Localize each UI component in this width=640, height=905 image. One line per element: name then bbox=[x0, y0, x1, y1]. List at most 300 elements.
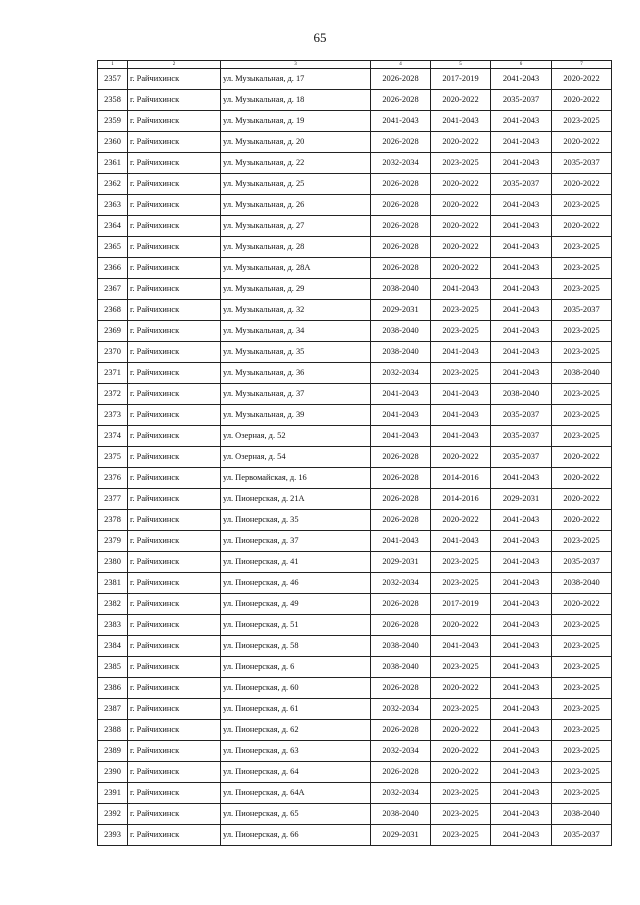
address-cell: ул. Пионерская, д. 35 bbox=[221, 510, 371, 531]
address-cell: ул. Пионерская, д. 46 bbox=[221, 573, 371, 594]
period-cell: 2020-2022 bbox=[431, 174, 491, 195]
period-cell: 2041-2043 bbox=[491, 300, 552, 321]
period-cell: 2017-2019 bbox=[431, 69, 491, 90]
row-number: 2369 bbox=[98, 321, 128, 342]
period-cell: 2041-2043 bbox=[371, 111, 431, 132]
table-row bbox=[98, 657, 612, 678]
row-number: 2359 bbox=[98, 111, 128, 132]
period-cell: 2020-2022 bbox=[431, 720, 491, 741]
city-cell: г. Райчихинск bbox=[128, 321, 221, 342]
period-cell: 2014-2016 bbox=[431, 489, 491, 510]
table-row bbox=[98, 321, 612, 342]
table-row bbox=[98, 552, 612, 573]
row-number: 2362 bbox=[98, 174, 128, 195]
period-cell: 2023-2025 bbox=[431, 657, 491, 678]
period-cell: 2017-2019 bbox=[431, 594, 491, 615]
period-cell: 2041-2043 bbox=[431, 342, 491, 363]
period-cell: 2041-2043 bbox=[491, 657, 552, 678]
city-cell: г. Райчихинск bbox=[128, 69, 221, 90]
period-cell: 2041-2043 bbox=[431, 405, 491, 426]
period-cell: 2041-2043 bbox=[491, 531, 552, 552]
address-cell: ул. Первомайская, д. 16 bbox=[221, 468, 371, 489]
row-number: 2375 bbox=[98, 447, 128, 468]
period-cell: 2023-2025 bbox=[552, 384, 612, 405]
city-cell: г. Райчихинск bbox=[128, 615, 221, 636]
period-cell: 2041-2043 bbox=[431, 531, 491, 552]
row-number: 2374 bbox=[98, 426, 128, 447]
period-cell: 2032-2034 bbox=[371, 741, 431, 762]
table-row bbox=[98, 69, 612, 90]
period-cell: 2023-2025 bbox=[552, 783, 612, 804]
address-cell: ул. Пионерская, д. 64А bbox=[221, 783, 371, 804]
city-cell: г. Райчихинск bbox=[128, 90, 221, 111]
period-cell: 2023-2025 bbox=[552, 111, 612, 132]
period-cell: 2020-2022 bbox=[431, 678, 491, 699]
table-body bbox=[98, 61, 612, 846]
period-cell: 2026-2028 bbox=[371, 615, 431, 636]
address-cell: ул. Музыкальная, д. 28А bbox=[221, 258, 371, 279]
period-cell: 2041-2043 bbox=[491, 468, 552, 489]
table-row bbox=[98, 237, 612, 258]
period-cell: 2041-2043 bbox=[491, 762, 552, 783]
row-number: 2360 bbox=[98, 132, 128, 153]
table-row bbox=[98, 594, 612, 615]
period-cell: 2023-2025 bbox=[552, 678, 612, 699]
row-number: 2381 bbox=[98, 573, 128, 594]
period-cell: 2020-2022 bbox=[552, 174, 612, 195]
table-row bbox=[98, 279, 612, 300]
period-cell: 2038-2040 bbox=[371, 804, 431, 825]
address-cell: ул. Озерная, д. 52 bbox=[221, 426, 371, 447]
city-cell: г. Райчихинск bbox=[128, 804, 221, 825]
period-cell: 2020-2022 bbox=[552, 594, 612, 615]
row-number: 2378 bbox=[98, 510, 128, 531]
period-cell: 2041-2043 bbox=[491, 510, 552, 531]
address-cell: ул. Пионерская, д. 65 bbox=[221, 804, 371, 825]
period-cell: 2023-2025 bbox=[552, 279, 612, 300]
table-row bbox=[98, 363, 612, 384]
city-cell: г. Райчихинск bbox=[128, 216, 221, 237]
address-cell: ул. Пионерская, д. 64 bbox=[221, 762, 371, 783]
period-cell: 2041-2043 bbox=[431, 384, 491, 405]
period-cell: 2041-2043 bbox=[491, 615, 552, 636]
period-cell: 2023-2025 bbox=[431, 573, 491, 594]
column-number: 7 bbox=[552, 61, 612, 69]
period-cell: 2020-2022 bbox=[431, 132, 491, 153]
period-cell: 2035-2037 bbox=[552, 153, 612, 174]
row-number: 2366 bbox=[98, 258, 128, 279]
period-cell: 2041-2043 bbox=[491, 363, 552, 384]
period-cell: 2038-2040 bbox=[552, 804, 612, 825]
period-cell: 2029-2031 bbox=[371, 300, 431, 321]
row-number: 2389 bbox=[98, 741, 128, 762]
period-cell: 2041-2043 bbox=[491, 111, 552, 132]
period-cell: 2032-2034 bbox=[371, 363, 431, 384]
address-cell: ул. Музыкальная, д. 27 bbox=[221, 216, 371, 237]
period-cell: 2035-2037 bbox=[491, 405, 552, 426]
period-cell: 2038-2040 bbox=[371, 657, 431, 678]
period-cell: 2041-2043 bbox=[371, 426, 431, 447]
period-cell: 2041-2043 bbox=[431, 426, 491, 447]
period-cell: 2023-2025 bbox=[552, 699, 612, 720]
period-cell: 2023-2025 bbox=[552, 258, 612, 279]
period-cell: 2020-2022 bbox=[431, 615, 491, 636]
period-cell: 2029-2031 bbox=[371, 825, 431, 846]
table-row bbox=[98, 216, 612, 237]
period-cell: 2023-2025 bbox=[552, 195, 612, 216]
city-cell: г. Райчихинск bbox=[128, 825, 221, 846]
city-cell: г. Райчихинск bbox=[128, 195, 221, 216]
row-number: 2365 bbox=[98, 237, 128, 258]
period-cell: 2026-2028 bbox=[371, 762, 431, 783]
period-cell: 2026-2028 bbox=[371, 510, 431, 531]
period-cell: 2020-2022 bbox=[431, 195, 491, 216]
table-row bbox=[98, 342, 612, 363]
row-number: 2390 bbox=[98, 762, 128, 783]
table-row bbox=[98, 153, 612, 174]
column-number: 1 bbox=[98, 61, 128, 69]
row-number: 2358 bbox=[98, 90, 128, 111]
period-cell: 2020-2022 bbox=[552, 90, 612, 111]
period-cell: 2020-2022 bbox=[552, 216, 612, 237]
page-number: 65 bbox=[313, 30, 327, 45]
period-cell: 2038-2040 bbox=[371, 279, 431, 300]
period-cell: 2023-2025 bbox=[552, 405, 612, 426]
table-row bbox=[98, 111, 612, 132]
period-cell: 2041-2043 bbox=[371, 384, 431, 405]
city-cell: г. Райчихинск bbox=[128, 531, 221, 552]
period-cell: 2041-2043 bbox=[491, 195, 552, 216]
period-cell: 2023-2025 bbox=[552, 615, 612, 636]
table-row bbox=[98, 636, 612, 657]
address-cell: ул. Пионерская, д. 60 bbox=[221, 678, 371, 699]
period-cell: 2032-2034 bbox=[371, 699, 431, 720]
period-cell: 2041-2043 bbox=[491, 258, 552, 279]
period-cell: 2035-2037 bbox=[491, 426, 552, 447]
city-cell: г. Райчихинск bbox=[128, 111, 221, 132]
period-cell: 2020-2022 bbox=[431, 762, 491, 783]
period-cell: 2020-2022 bbox=[431, 90, 491, 111]
city-cell: г. Райчихинск bbox=[128, 762, 221, 783]
period-cell: 2023-2025 bbox=[552, 531, 612, 552]
address-cell: ул. Музыкальная, д. 36 bbox=[221, 363, 371, 384]
city-cell: г. Райчихинск bbox=[128, 363, 221, 384]
row-number: 2372 bbox=[98, 384, 128, 405]
period-cell: 2020-2022 bbox=[552, 447, 612, 468]
period-cell: 2026-2028 bbox=[371, 195, 431, 216]
city-cell: г. Райчихинск bbox=[128, 678, 221, 699]
address-cell: ул. Музыкальная, д. 29 bbox=[221, 279, 371, 300]
table-row bbox=[98, 699, 612, 720]
period-cell: 2026-2028 bbox=[371, 216, 431, 237]
row-number: 2388 bbox=[98, 720, 128, 741]
address-cell: ул. Пионерская, д. 49 bbox=[221, 594, 371, 615]
period-cell: 2020-2022 bbox=[552, 132, 612, 153]
address-cell: ул. Музыкальная, д. 37 bbox=[221, 384, 371, 405]
period-cell: 2041-2043 bbox=[491, 678, 552, 699]
row-number: 2383 bbox=[98, 615, 128, 636]
city-cell: г. Райчихинск bbox=[128, 447, 221, 468]
period-cell: 2026-2028 bbox=[371, 468, 431, 489]
address-cell: ул. Пионерская, д. 37 bbox=[221, 531, 371, 552]
city-cell: г. Райчихинск bbox=[128, 426, 221, 447]
row-number: 2364 bbox=[98, 216, 128, 237]
table-row bbox=[98, 531, 612, 552]
address-cell: ул. Озерная, д. 54 bbox=[221, 447, 371, 468]
city-cell: г. Райчихинск bbox=[128, 720, 221, 741]
period-cell: 2020-2022 bbox=[431, 237, 491, 258]
row-number: 2361 bbox=[98, 153, 128, 174]
city-cell: г. Райчихинск bbox=[128, 699, 221, 720]
period-cell: 2023-2025 bbox=[552, 741, 612, 762]
row-number: 2393 bbox=[98, 825, 128, 846]
table-row bbox=[98, 132, 612, 153]
row-number: 2382 bbox=[98, 594, 128, 615]
period-cell: 2026-2028 bbox=[371, 720, 431, 741]
table-row bbox=[98, 762, 612, 783]
address-cell: ул. Музыкальная, д. 25 bbox=[221, 174, 371, 195]
address-cell: ул. Музыкальная, д. 28 bbox=[221, 237, 371, 258]
period-cell: 2035-2037 bbox=[552, 825, 612, 846]
row-number: 2376 bbox=[98, 468, 128, 489]
row-number: 2370 bbox=[98, 342, 128, 363]
table-row bbox=[98, 720, 612, 741]
registry-table bbox=[97, 60, 612, 846]
table-row bbox=[98, 300, 612, 321]
city-cell: г. Райчихинск bbox=[128, 657, 221, 678]
address-cell: ул. Пионерская, д. 61 bbox=[221, 699, 371, 720]
table-row bbox=[98, 468, 612, 489]
period-cell: 2038-2040 bbox=[371, 321, 431, 342]
period-cell: 2026-2028 bbox=[371, 237, 431, 258]
address-cell: ул. Музыкальная, д. 39 bbox=[221, 405, 371, 426]
city-cell: г. Райчихинск bbox=[128, 342, 221, 363]
period-cell: 2020-2022 bbox=[552, 510, 612, 531]
period-cell: 2026-2028 bbox=[371, 174, 431, 195]
period-cell: 2041-2043 bbox=[491, 237, 552, 258]
city-cell: г. Райчихинск bbox=[128, 636, 221, 657]
address-cell: ул. Пионерская, д. 21А bbox=[221, 489, 371, 510]
address-cell: ул. Музыкальная, д. 19 bbox=[221, 111, 371, 132]
table-row bbox=[98, 741, 612, 762]
address-cell: ул. Пионерская, д. 41 bbox=[221, 552, 371, 573]
period-cell: 2041-2043 bbox=[491, 699, 552, 720]
city-cell: г. Райчихинск bbox=[128, 489, 221, 510]
city-cell: г. Райчихинск bbox=[128, 300, 221, 321]
period-cell: 2041-2043 bbox=[491, 279, 552, 300]
city-cell: г. Райчихинск bbox=[128, 405, 221, 426]
period-cell: 2026-2028 bbox=[371, 90, 431, 111]
period-cell: 2041-2043 bbox=[491, 741, 552, 762]
column-number: 3 bbox=[221, 61, 371, 69]
city-cell: г. Райчихинск bbox=[128, 594, 221, 615]
period-cell: 2020-2022 bbox=[431, 510, 491, 531]
table-row bbox=[98, 489, 612, 510]
address-cell: ул. Музыкальная, д. 34 bbox=[221, 321, 371, 342]
period-cell: 2035-2037 bbox=[491, 174, 552, 195]
address-cell: ул. Пионерская, д. 62 bbox=[221, 720, 371, 741]
table-row bbox=[98, 804, 612, 825]
address-cell: ул. Музыкальная, д. 20 bbox=[221, 132, 371, 153]
period-cell: 2035-2037 bbox=[552, 552, 612, 573]
table-row bbox=[98, 678, 612, 699]
period-cell: 2035-2037 bbox=[491, 447, 552, 468]
table-row bbox=[98, 405, 612, 426]
period-cell: 2023-2025 bbox=[552, 720, 612, 741]
table-row bbox=[98, 615, 612, 636]
column-number: 5 bbox=[431, 61, 491, 69]
address-cell: ул. Пионерская, д. 66 bbox=[221, 825, 371, 846]
city-cell: г. Райчихинск bbox=[128, 552, 221, 573]
table-row bbox=[98, 783, 612, 804]
period-cell: 2032-2034 bbox=[371, 153, 431, 174]
period-cell: 2023-2025 bbox=[552, 657, 612, 678]
address-cell: ул. Пионерская, д. 6 bbox=[221, 657, 371, 678]
city-cell: г. Райчихинск bbox=[128, 258, 221, 279]
table-row bbox=[98, 195, 612, 216]
city-cell: г. Райчихинск bbox=[128, 132, 221, 153]
row-number: 2387 bbox=[98, 699, 128, 720]
period-cell: 2038-2040 bbox=[491, 384, 552, 405]
row-number: 2391 bbox=[98, 783, 128, 804]
period-cell: 2020-2022 bbox=[431, 447, 491, 468]
period-cell: 2038-2040 bbox=[371, 342, 431, 363]
address-cell: ул. Музыкальная, д. 17 bbox=[221, 69, 371, 90]
period-cell: 2041-2043 bbox=[431, 636, 491, 657]
column-number-row bbox=[98, 61, 612, 69]
row-number: 2386 bbox=[98, 678, 128, 699]
city-cell: г. Райчихинск bbox=[128, 279, 221, 300]
table-row bbox=[98, 258, 612, 279]
period-cell: 2023-2025 bbox=[431, 321, 491, 342]
period-cell: 2038-2040 bbox=[371, 636, 431, 657]
period-cell: 2041-2043 bbox=[491, 69, 552, 90]
period-cell: 2023-2025 bbox=[431, 552, 491, 573]
period-cell: 2026-2028 bbox=[371, 258, 431, 279]
row-number: 2379 bbox=[98, 531, 128, 552]
period-cell: 2020-2022 bbox=[552, 69, 612, 90]
city-cell: г. Райчихинск bbox=[128, 237, 221, 258]
row-number: 2368 bbox=[98, 300, 128, 321]
period-cell: 2023-2025 bbox=[552, 321, 612, 342]
row-number: 2392 bbox=[98, 804, 128, 825]
row-number: 2384 bbox=[98, 636, 128, 657]
period-cell: 2020-2022 bbox=[431, 258, 491, 279]
city-cell: г. Райчихинск bbox=[128, 741, 221, 762]
city-cell: г. Райчихинск bbox=[128, 573, 221, 594]
city-cell: г. Райчихинск bbox=[128, 783, 221, 804]
period-cell: 2041-2043 bbox=[491, 720, 552, 741]
period-cell: 2041-2043 bbox=[491, 552, 552, 573]
period-cell: 2023-2025 bbox=[431, 783, 491, 804]
table-row bbox=[98, 174, 612, 195]
period-cell: 2035-2037 bbox=[552, 300, 612, 321]
row-number: 2377 bbox=[98, 489, 128, 510]
row-number: 2357 bbox=[98, 69, 128, 90]
period-cell: 2023-2025 bbox=[552, 636, 612, 657]
address-cell: ул. Музыкальная, д. 18 bbox=[221, 90, 371, 111]
address-cell: ул. Музыкальная, д. 32 bbox=[221, 300, 371, 321]
column-number: 2 bbox=[128, 61, 221, 69]
city-cell: г. Райчихинск bbox=[128, 153, 221, 174]
row-number: 2363 bbox=[98, 195, 128, 216]
period-cell: 2041-2043 bbox=[431, 279, 491, 300]
period-cell: 2026-2028 bbox=[371, 489, 431, 510]
period-cell: 2020-2022 bbox=[431, 741, 491, 762]
row-number: 2385 bbox=[98, 657, 128, 678]
period-cell: 2041-2043 bbox=[491, 636, 552, 657]
address-cell: ул. Пионерская, д. 58 bbox=[221, 636, 371, 657]
period-cell: 2020-2022 bbox=[552, 489, 612, 510]
period-cell: 2041-2043 bbox=[491, 132, 552, 153]
period-cell: 2041-2043 bbox=[491, 804, 552, 825]
period-cell: 2041-2043 bbox=[491, 594, 552, 615]
period-cell: 2041-2043 bbox=[491, 153, 552, 174]
period-cell: 2041-2043 bbox=[431, 111, 491, 132]
address-cell: ул. Музыкальная, д. 22 bbox=[221, 153, 371, 174]
table-row bbox=[98, 384, 612, 405]
row-number: 2380 bbox=[98, 552, 128, 573]
period-cell: 2041-2043 bbox=[491, 573, 552, 594]
period-cell: 2026-2028 bbox=[371, 447, 431, 468]
period-cell: 2029-2031 bbox=[371, 552, 431, 573]
period-cell: 2038-2040 bbox=[552, 573, 612, 594]
period-cell: 2032-2034 bbox=[371, 783, 431, 804]
period-cell: 2026-2028 bbox=[371, 132, 431, 153]
table-row bbox=[98, 573, 612, 594]
address-cell: ул. Пионерская, д. 51 bbox=[221, 615, 371, 636]
period-cell: 2023-2025 bbox=[552, 237, 612, 258]
period-cell: 2023-2025 bbox=[431, 825, 491, 846]
period-cell: 2041-2043 bbox=[491, 825, 552, 846]
table-row bbox=[98, 426, 612, 447]
period-cell: 2038-2040 bbox=[552, 363, 612, 384]
city-cell: г. Райчихинск bbox=[128, 384, 221, 405]
period-cell: 2041-2043 bbox=[371, 405, 431, 426]
period-cell: 2023-2025 bbox=[431, 699, 491, 720]
column-number: 4 bbox=[371, 61, 431, 69]
row-number: 2367 bbox=[98, 279, 128, 300]
address-cell: ул. Пионерская, д. 63 bbox=[221, 741, 371, 762]
period-cell: 2026-2028 bbox=[371, 594, 431, 615]
period-cell: 2023-2025 bbox=[431, 804, 491, 825]
period-cell: 2023-2025 bbox=[552, 342, 612, 363]
row-number: 2371 bbox=[98, 363, 128, 384]
period-cell: 2041-2043 bbox=[491, 321, 552, 342]
period-cell: 2020-2022 bbox=[431, 216, 491, 237]
period-cell: 2023-2025 bbox=[431, 300, 491, 321]
period-cell: 2035-2037 bbox=[491, 90, 552, 111]
period-cell: 2026-2028 bbox=[371, 678, 431, 699]
row-number: 2373 bbox=[98, 405, 128, 426]
city-cell: г. Райчихинск bbox=[128, 468, 221, 489]
table-row bbox=[98, 90, 612, 111]
address-cell: ул. Музыкальная, д. 26 bbox=[221, 195, 371, 216]
period-cell: 2029-2031 bbox=[491, 489, 552, 510]
period-cell: 2023-2025 bbox=[552, 762, 612, 783]
period-cell: 2041-2043 bbox=[371, 531, 431, 552]
period-cell: 2023-2025 bbox=[431, 153, 491, 174]
period-cell: 2041-2043 bbox=[491, 783, 552, 804]
period-cell: 2041-2043 bbox=[491, 342, 552, 363]
address-cell: ул. Музыкальная, д. 35 bbox=[221, 342, 371, 363]
period-cell: 2023-2025 bbox=[552, 426, 612, 447]
period-cell: 2023-2025 bbox=[431, 363, 491, 384]
column-number: 6 bbox=[491, 61, 552, 69]
period-cell: 2041-2043 bbox=[491, 216, 552, 237]
table-row bbox=[98, 825, 612, 846]
table-row bbox=[98, 447, 612, 468]
